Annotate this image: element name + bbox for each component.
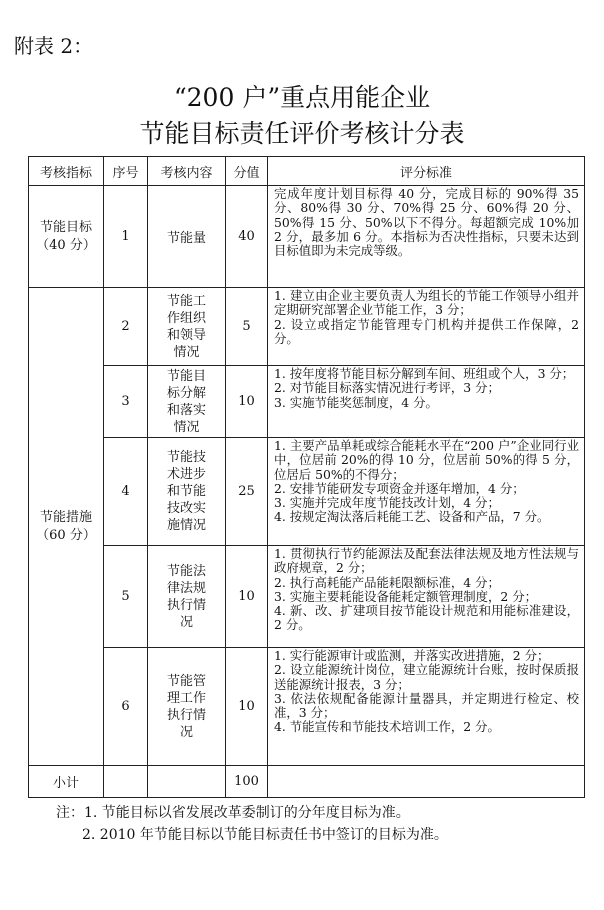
header-seq: 序号 <box>104 157 148 186</box>
criteria-line: 1. 主要产品单耗或综合能耗水平在“200 户”企业同行业中，位居前 20%的得 10 分，位居前 50%的得 5 分，位居后 50%的不得分； <box>274 438 579 482</box>
header-indicator: 考核指标 <box>29 157 104 186</box>
subtotal-row <box>29 766 585 798</box>
table-row <box>29 186 585 288</box>
criteria-cell <box>268 648 585 766</box>
score-cell: 5 <box>226 288 268 366</box>
header-content: 考核内容 <box>148 157 226 186</box>
criteria-line: 3. 实施节能奖惩制度，4 分。 <box>274 394 438 410</box>
content-cell: 节能目标分解和落实情况 <box>148 366 226 438</box>
header-criteria: 评分标准 <box>268 157 585 186</box>
title-line-1: “200 户”重点用能企业 <box>173 83 431 112</box>
seq-cell: 6 <box>104 648 148 766</box>
criteria-line: 1. 建立由企业主要负责人为组长的节能工作领导小组并定期研究部署企业节能工作，3 分； <box>274 288 579 318</box>
seq-cell: 1 <box>104 186 148 288</box>
criteria-cell <box>268 438 585 546</box>
seq-cell: 3 <box>104 366 148 438</box>
title-line-2: 节能目标责任评价考核计分表 <box>139 119 465 148</box>
content-cell: 节能技术进步和节能技改实施情况 <box>148 438 226 546</box>
table-row <box>29 648 585 766</box>
header-score: 分值 <box>226 157 268 186</box>
table-row <box>29 366 585 438</box>
seq-cell: 5 <box>104 546 148 648</box>
subtotal-score: 100 <box>226 766 268 798</box>
criteria-line: 3. 实施并完成年度节能技改计划，4 分； <box>274 495 500 511</box>
criteria-line: 1. 按年度将节能目标分解到车间、班组或个人，3 分； <box>274 366 575 381</box>
scoring-table <box>28 156 585 798</box>
indicator-cell: 节能措施（60 分） <box>29 288 104 766</box>
criteria-line: 2. 对节能目标落实情况进行考评，3 分； <box>274 380 500 396</box>
criteria-cell <box>268 366 585 438</box>
score-cell: 25 <box>226 438 268 546</box>
content-cell: 节能法律法规执行情况 <box>148 546 226 648</box>
criteria-cell <box>268 546 585 648</box>
criteria-line: 2. 执行高耗能产品能耗限额标准，4 分； <box>274 574 500 590</box>
table-row <box>29 288 585 366</box>
criteria-line: 3. 实施主要耗能设备能耗定额管理制度，2 分； <box>274 588 538 604</box>
notes <box>56 802 448 846</box>
criteria-line: 2. 设立或指定节能管理专门机构并提供工作保障，2 分。 <box>274 316 579 346</box>
empty-cell <box>268 766 585 798</box>
indicator-cell: 节能目标（40 分） <box>29 186 104 288</box>
content-cell: 节能工作组织和领导情况 <box>148 288 226 366</box>
content-cell: 节能量 <box>148 186 226 288</box>
criteria-line: 1. 贯彻执行节约能源法及配套法律法规及地方性法规与政府规章，2 分； <box>274 546 579 576</box>
score-cell: 10 <box>226 546 268 648</box>
criteria-line: 4. 按规定淘汰落后耗能工艺、设备和产品，7 分。 <box>274 509 550 525</box>
criteria-line: 1. 实行能源审计或监测，并落实改进措施，2 分； <box>274 648 550 663</box>
score-cell: 40 <box>226 186 268 288</box>
seq-cell: 2 <box>104 288 148 366</box>
empty-cell <box>148 766 226 798</box>
table-row <box>29 438 585 546</box>
table-row <box>29 546 585 648</box>
empty-cell <box>104 766 148 798</box>
score-cell: 10 <box>226 366 268 438</box>
criteria-line: 完成年度计划目标得 40 分，完成目标的 90%得 35 分、80%得 30 分、70%得 25 分、60%得 20 分、50%得 15 分、50%以下不得分。每超额完成 10%加 2 分，最多加 6 分。本指标为否决性指标，只要未达到目标值即为未完成等级。 <box>274 186 579 259</box>
criteria-line: 4. 节能宣传和节能技术培训工作，2 分。 <box>274 719 500 735</box>
note-2: 2. 2010 年节能目标以节能目标责任书中签订的目标为准。 <box>82 827 448 843</box>
header-row <box>29 157 585 186</box>
content-cell: 节能管理工作执行情况 <box>148 648 226 766</box>
criteria-line: 4. 新、改、扩建项目按节能设计规范和用能标准建设，2 分。 <box>274 603 579 633</box>
attachment-label: 附表 2： <box>14 34 94 58</box>
seq-cell: 4 <box>104 438 148 546</box>
criteria-line: 2. 安排节能研发专项资金并逐年增加，4 分； <box>274 480 525 496</box>
note-1: 注：1. 节能目标以省发展改革委制订的分年度目标为准。 <box>56 805 410 821</box>
criteria-line: 2. 设立能源统计岗位，建立能源统计台账，按时保质报送能源统计报表，3 分； <box>274 662 579 692</box>
criteria-cell <box>268 288 585 366</box>
criteria-cell <box>268 186 585 288</box>
score-cell: 10 <box>226 648 268 766</box>
subtotal-label: 小计 <box>29 766 104 798</box>
criteria-line: 3. 依法依规配备能源计量器具，并定期进行检定、校准，3 分； <box>274 690 579 721</box>
